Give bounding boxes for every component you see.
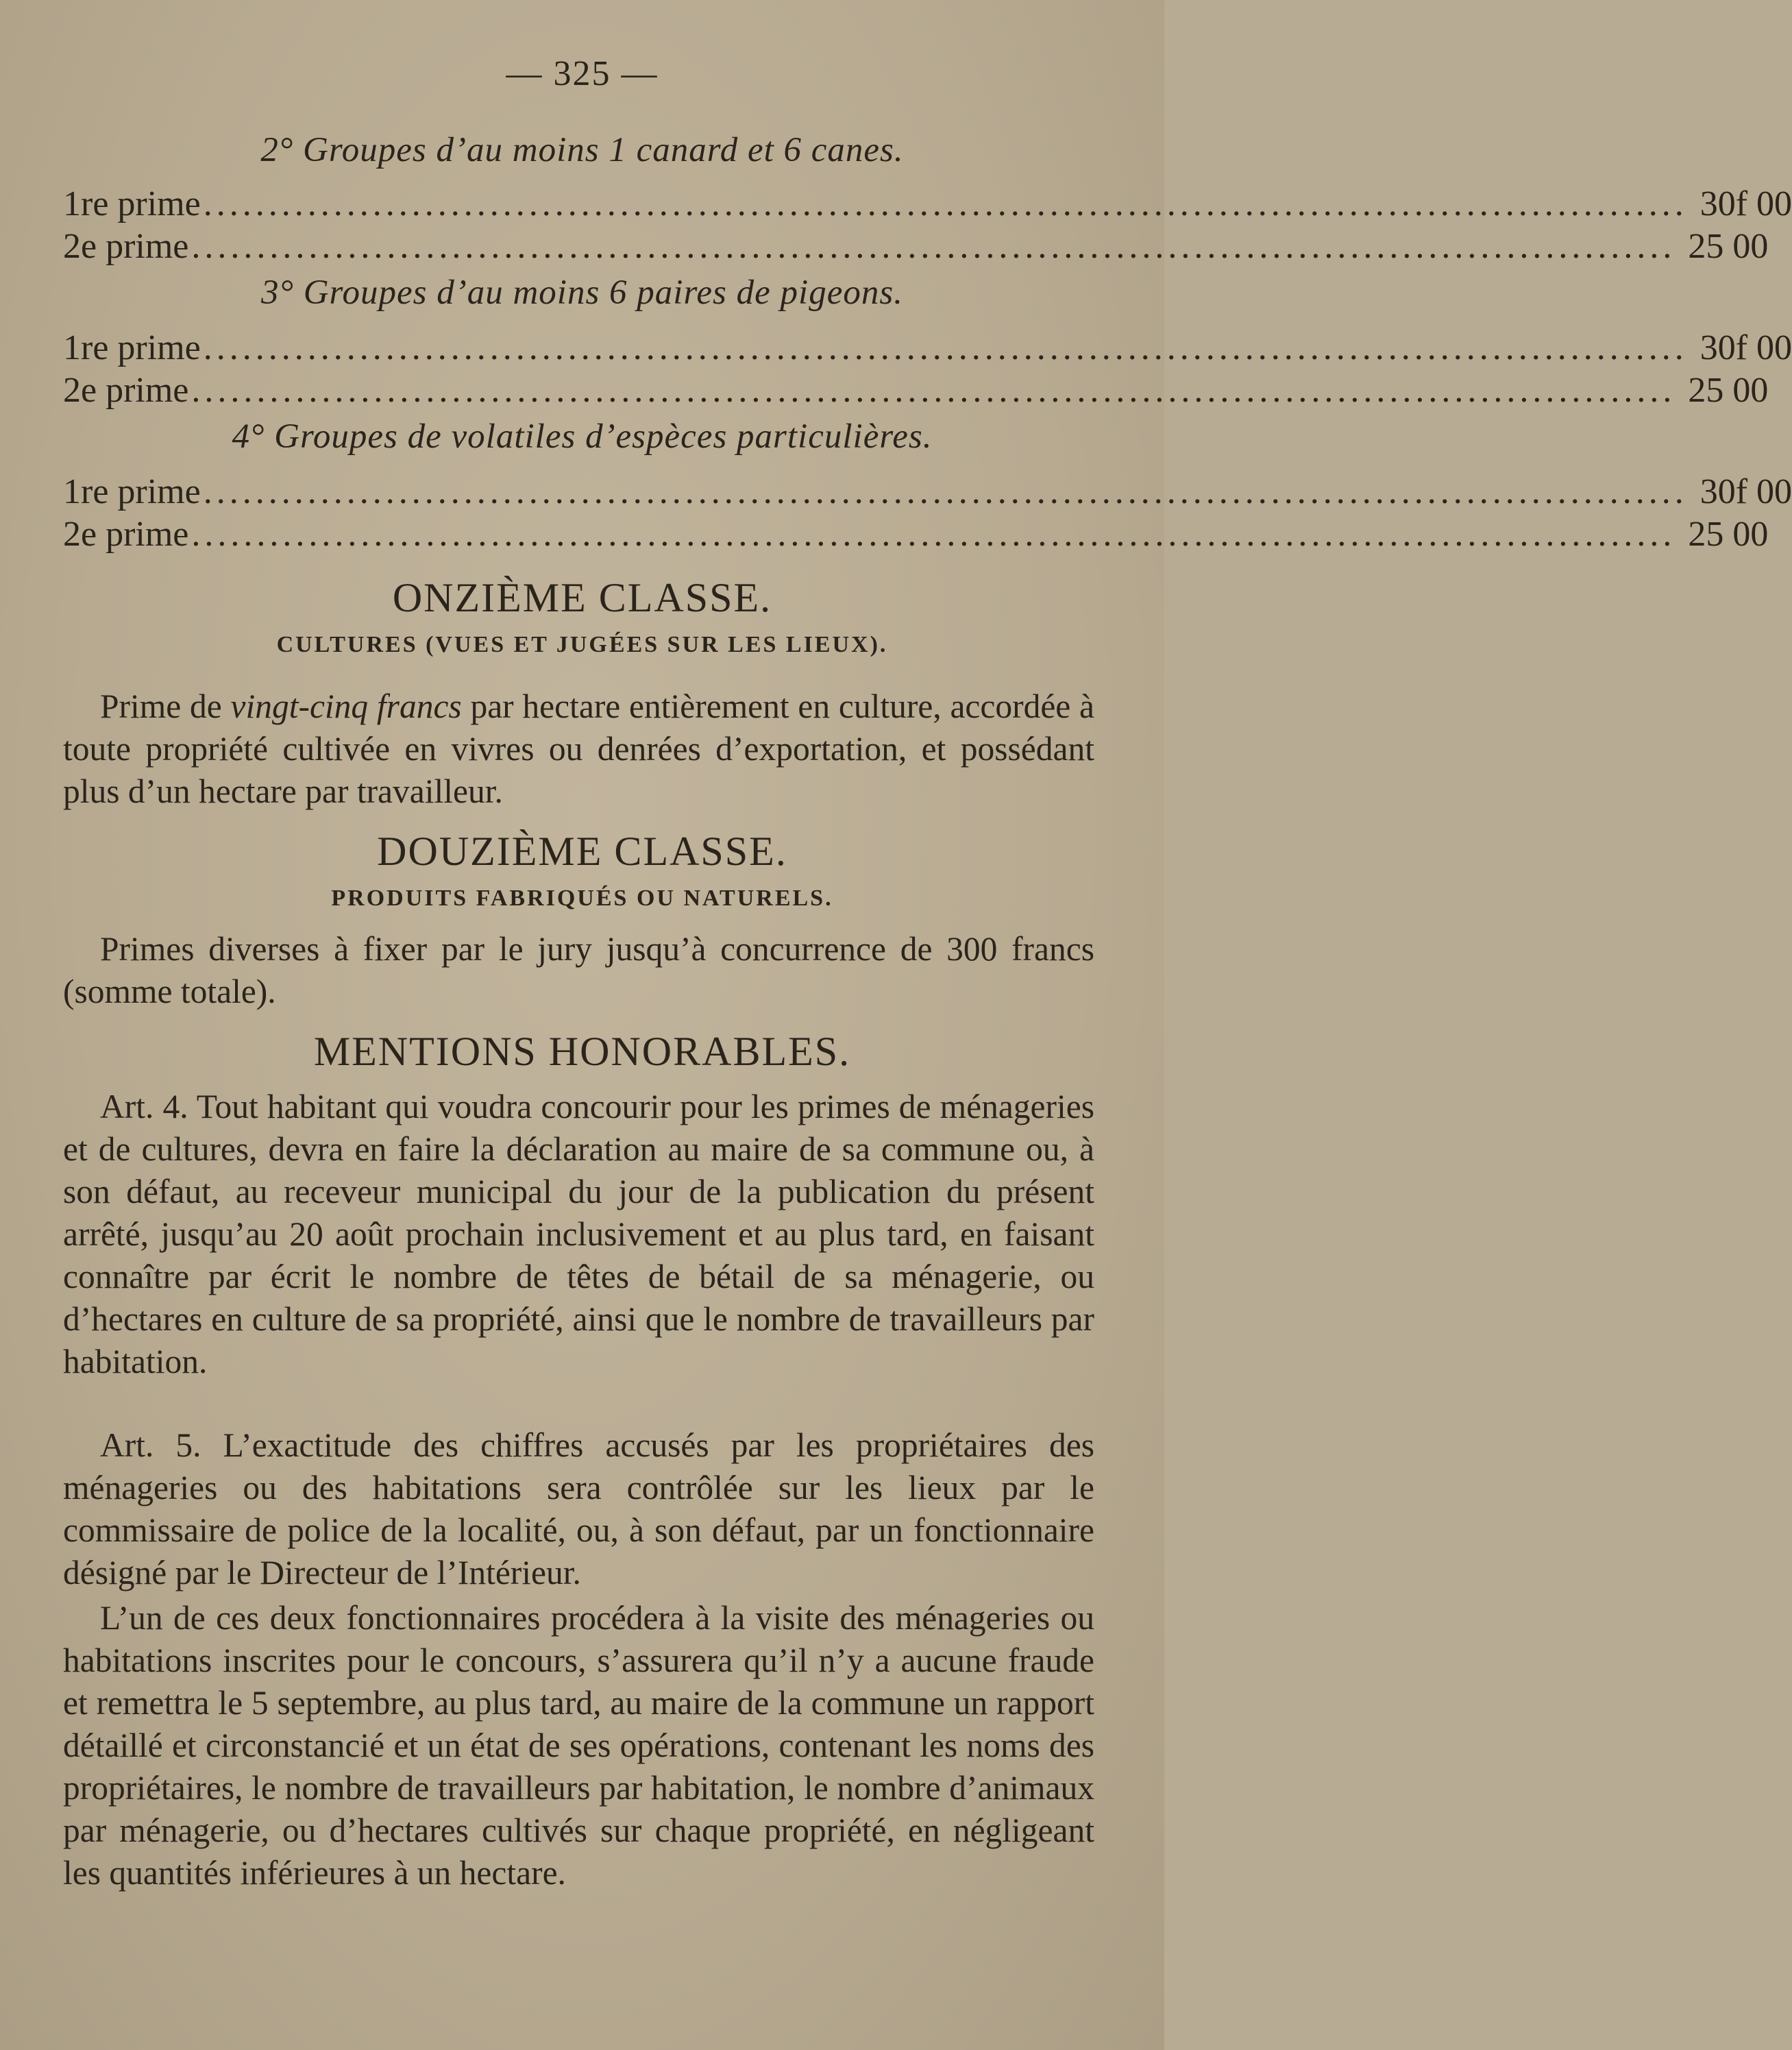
leader-dots: ..................................................................................................................	[203, 328, 1688, 367]
prime-amount: 25 00	[1688, 371, 1769, 410]
section-subheading-cultures: CULTURES (VUES ET JUGÉES SUR LES LIEUX).	[276, 632, 888, 657]
paragraph-onzieme	[63, 685, 1094, 813]
leader-dots: ..................................................................................................................	[203, 184, 1688, 223]
text-run: par hectare entièrement en culture, accordée à toute propriété cultivée en vivres ou denrées d’exportation, et possédant plus d’un hectare par travailleur.	[63, 687, 1095, 810]
prime-amount: 25 00	[1688, 515, 1769, 554]
section-heading-douzieme: DOUZIÈME CLASSE.	[377, 829, 787, 874]
section-heading-onzieme: ONZIÈME CLASSE.	[392, 575, 772, 620]
group-title: 4° Groupes de volatiles d’espèces particulières.	[232, 417, 933, 456]
text-run: Prime de	[100, 687, 231, 725]
prime-row	[63, 472, 1792, 514]
paragraph-article-4: Art. 4. Tout habitant qui voudra concourir pour les primes de ménageries et de cultures, devra en faire la déclaration au maire de sa commune ou, à son défaut, au receveur municipal du jour de la publication du présent arrêté, jusqu’au 20 août prochain inclusivement et au plus tard, en faisant connaître par écrit le nombre de têtes de bétail de sa ménagerie, ou d’hectares en culture de sa propriété, ainsi que le nombre de travailleurs par habitation.	[63, 1088, 1094, 1380]
italic-text-run: vingt-cinq francs	[230, 687, 462, 725]
leader-dots: ..................................................................................................................	[191, 371, 1676, 410]
leader-dots: ..................................................................................................................	[203, 472, 1688, 511]
prime-amount: 30f 00	[1699, 472, 1792, 511]
page-number: — 325 —	[506, 54, 659, 93]
section-subheading-produits: PRODUITS FABRIQUÉS OU NATURELS.	[331, 886, 833, 911]
prime-amount: 30f 00	[1699, 328, 1792, 367]
prime-row	[63, 370, 1769, 413]
prime-amount: 30f 00	[1699, 184, 1792, 223]
paragraph-article-5-continued: L’un de ces deux fonctionnaires procédera à la visite des ménageries ou habitations inscrites pour le concours, s’assurera qu’il n’y a aucune fraude et remettra le 5 septembre, au plus tard, au maire de la commune un rapport détaillé et circonstancié et un état de ses opérations, contenant les noms des propriétaires, le nombre de travailleurs par habitation, le nombre d’animaux par ménagerie, ou d’hectares cultivés sur chaque propriété, en négligeant les quantités inférieures à un hectare.	[63, 1599, 1094, 1892]
prime-label: 1re prime	[63, 328, 201, 367]
prime-row	[63, 328, 1792, 370]
section-heading-mentions: MENTIONS HONORABLES.	[313, 1029, 851, 1074]
prime-label: 2e prime	[63, 371, 189, 410]
prime-row	[63, 184, 1792, 226]
prime-label: 2e prime	[63, 227, 189, 266]
prime-label: 1re prime	[63, 472, 201, 511]
prime-label: 2e prime	[63, 515, 189, 554]
paragraph-article-5: Art. 5. L’exactitude des chiffres accusés par les propriétaires des ménageries ou des habitations sera contrôlée sur les lieux par le commissaire de police de la localité, ou, à son défaut, par un fonctionnaire désigné par le Directeur de l’Intérieur.	[63, 1426, 1094, 1591]
leader-dots: ..................................................................................................................	[191, 227, 1676, 266]
prime-row	[63, 514, 1769, 557]
paragraph-douzieme: Primes diverses à fixer par le jury jusqu’à concurrence de 300 francs (somme totale).	[63, 930, 1094, 1010]
prime-amount: 25 00	[1688, 227, 1769, 266]
prime-label: 1re prime	[63, 184, 201, 223]
leader-dots: ..................................................................................................................	[191, 515, 1676, 554]
group-title: 3° Groupes d’au moins 6 paires de pigeons.	[261, 273, 903, 312]
group-title: 2° Groupes d’au moins 1 canard et 6 canes.	[260, 131, 904, 169]
prime-row	[63, 226, 1769, 269]
